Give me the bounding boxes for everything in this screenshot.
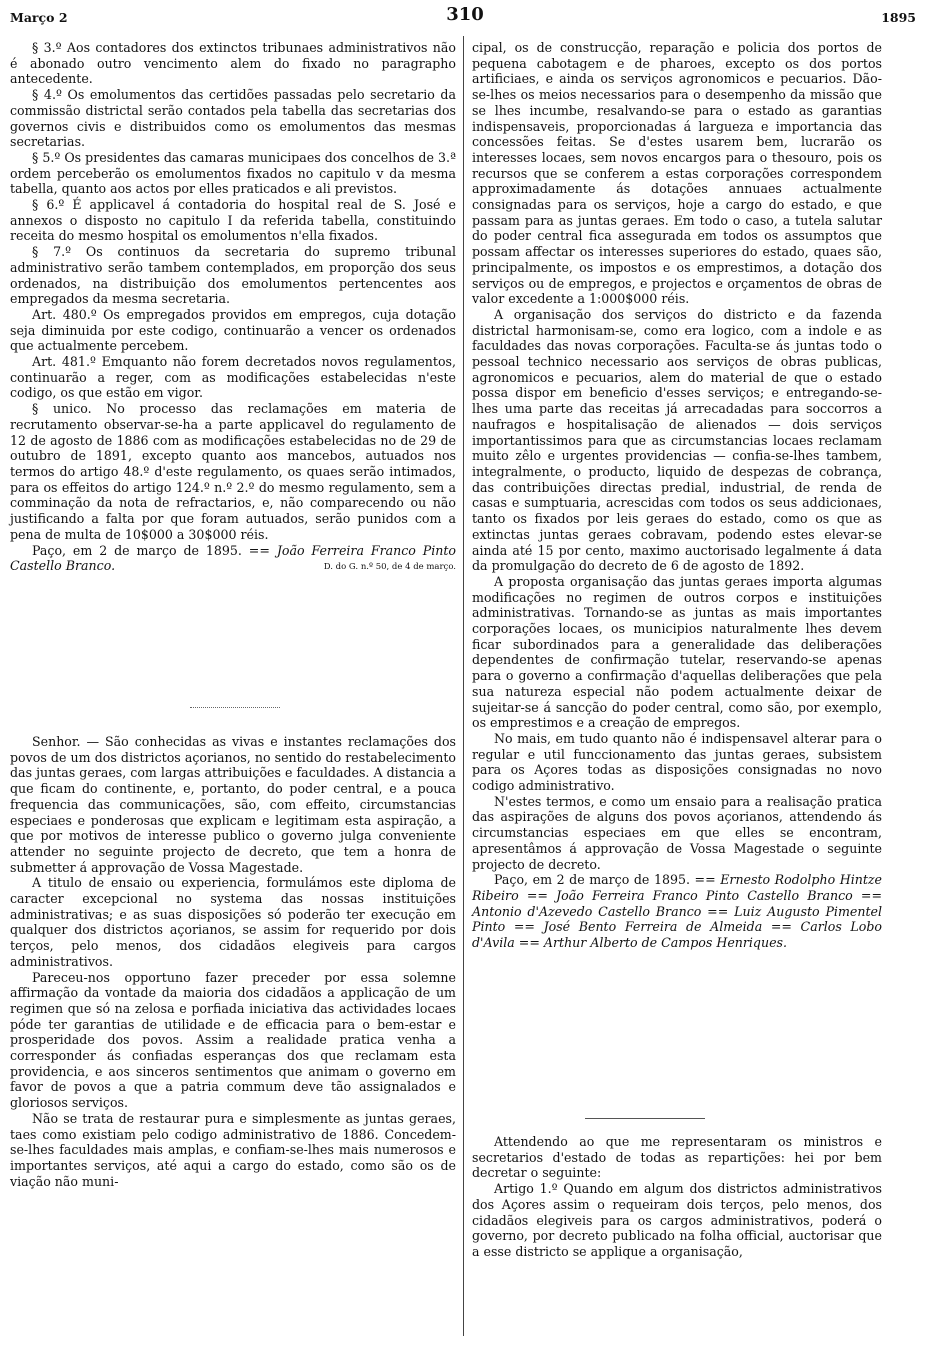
- paragraph: N'estes termos, e como um ensaio para a realisação pratica das aspirações de alguns dos povos açorianos, attendendo ás circumstancias especiaes em que elles se encontram, apresentâmos á approvação de Vossa Magestade o seguinte projecto de decreto.: [472, 793, 882, 872]
- paragraph: § 7.º Os continuos da secretaria do supremo tribunal administrativo serão tambem contemplados, em proporção dos seus ordenados, na distribuição dos emolumentos pertencentes aos empregados da mesma secretaria.: [10, 244, 456, 307]
- paragraph: Não se trata de restaurar pura e simplesmente as juntas geraes, taes como existiam pelo codigo administrativo de 1886. Concedem-se-lhes faculdades mais amplas, e confiam-se-lhes mais numerosos e importantes serviços, até aqui a cargo do estado, como são os de viação não muni-: [10, 1110, 456, 1189]
- paragraph: Senhor. — São conhecidas as vivas e instantes reclamações dos povos de um dos districtos açorianos, no sentido do restabelecimento das juntas geraes, com largas attribuições e faculdades. A distancia a que ficam do continente, e, portanto, do poder central, e a pouca frequencia das communicações, são, com effeito, circumstancias especiaes e ponderosas que explicam e legitimam esta aspiração, a que por motivos de interesse publico o governo julga conveniente attender no seguinte projecto de decreto, que tem a honra de submetter á approvação de Vossa Magestade.: [10, 734, 456, 875]
- signoff-names: Ernesto Rodolpho Hintze Ribeiro == João Ferreira Franco Pinto Castello Branco == Antonio d'Azevedo Castello Branco == Luiz Augusto Pimentel Pinto == José Bento Ferreira de Almeida == Carlos Lobo d'Avila == Arthur Alberto de Campos Henriques.: [472, 872, 882, 951]
- paragraph: Pareceu-nos opportuno fazer preceder por essa solemne affirmação da vontade da maioria dos cidadãos a applicação de um regimen que só na zelosa e porfiada iniciativa das actividades locaes póde ter garantias de utilidade e de efficacia para o bem-estar e prosperidade dos povos. Assim a realidade pratica venha a corresponder ás confiadas esperanças dos que reclamam esta providencia, e aos sinceros sentimentos que animam o governo em favor de povos a que a patria commum deve tão assignalados e gloriosos serviços.: [10, 969, 456, 1111]
- paragraph: Artigo 1.º Quando em algum dos districtos administrativos dos Açores assim o requeiram dois terços, pelo menos, dos cidadãos elegiveis para os cargos administrativos, poderá o governo, por decreto publicado na folha official, auctorisar que a esse districto se applique a organisação,: [472, 1181, 882, 1259]
- signoff-text: Paço, em 2 de março de 1895. ==: [494, 872, 716, 888]
- paragraph: Art. 481.º Emquanto não forem decretados novos regulamentos, continuarão a reger, com as modificações estabelecidas n'este codigo, os que estão em vigor.: [10, 354, 456, 401]
- paragraph: cipal, os de construcção, reparação e policia dos portos de pequena cabotagem e de pharoes, excepto os dos portos artificiaes, e ainda os serviços agronomicos e pecuarios. Dão-se-lhes os meios necessarios para o desempenho da missão que se lhes incumbe, resalvando-se para o estado as garantias indispensaveis, proporcionadas á largueza e importancia das concessões feitas. Se d'estes usarem bem, lucrarão os interesses locaes, sem novos encargos para o thesouro, pois os recursos que se conferem a estas corporações correspondem approximadamente ás dotações annuaes actualmente consignadas para os serviços, hoje a cargo do estado, e que passam para as juntas geraes. Em todo o caso, a tutela salutar do poder central fica assegurada em todos os assumptos que possam affectar os interesses superiores do estado, quaes são, principalmente, os impostos e os emprestimos, a dotação dos serviços ou de empregos, e projectos e orçamentos de obras de valor excedente a 1:000$000 réis.: [472, 40, 882, 307]
- paragraph: § 3.º Aos contadores dos extinctos tribunaes administrativos não é abonado outro vencimento alem do fixado no paragrapho antecedente.: [10, 40, 456, 87]
- paragraph: No mais, em tudo quanto não é indispensavel alterar para o regular e util funccionamento das juntas geraes, subsistem para os Açores todas as disposições consignadas no novo codigo administrativo.: [472, 730, 882, 794]
- left-column-report: [10, 734, 456, 1189]
- page-header: [0, 4, 930, 30]
- paragraph: § 5.º Os presidentes das camaras municipaes dos concelhos de 3.ª ordem perceberão os emolumentos fixados no capitulo v da mesma tabella, quanto aos actos por elles praticados e ali previstos.: [10, 149, 456, 197]
- paragraph: Art. 480.º Os empregados providos em empregos, cuja dotação seja diminuida por este codigo, continuarão a vencer os ordenados que actualmente percebem.: [10, 306, 456, 354]
- paragraph: § 6.º É applicavel á contadoria do hospital real de S. José e annexos o disposto no capitulo I da referida tabella, constituindo receita do mesmo hospital os emolumentos n'ella fixados.: [10, 197, 456, 244]
- paragraph: A organisação dos serviços do districto e da fazenda districtal harmonisam-se, como era logico, com a indole e as faculdades das novas corporações. Faculta-se ás juntas todo o pessoal technico necessario aos serviços de obras publicas, agronomicos e pecuarios, alem do material de que o estado possa dispor em beneficio d'esses serviços; e entregando-se-lhes uma parte das receitas já arrecadadas para soccorros a naufragos e hospitalisação de alienados — dois serviços importantissimos para que as circumstancias locaes reclamam muito zêlo e urgentes providencias — confia-se-lhes tambem, integralmente, o producto, liquido de despezas de cobrança, das contribuições directas predial, industrial, de renda de casas e sumptuaria, acrescidas com todos os seus addicionaes, tanto os fixados por leis geraes do estado, como os que as extinctas juntas geraes cobravam, podendo estes elevar-se ainda até 15 por cento, maximo auctorisado legalmente á data da promulgação do decreto de 6 de agosto de 1892.: [472, 306, 882, 574]
- section-rule: [585, 1118, 705, 1119]
- header-year: 1895: [881, 10, 916, 25]
- paragraph: Attendendo ao que me representaram os ministros e secretarios d'estado de todas as repartições: hei por bem decretar o seguinte:: [472, 1134, 882, 1181]
- section-separator: [190, 707, 280, 709]
- paragraph: § 4.º Os emolumentos das certidões passadas pelo secretario da commissão districtal serão contados pela tabella das secretarias dos governos civis e distribuidos como os emolumentos das mesmas secretarias.: [10, 87, 456, 150]
- signoff-text: Paço, em 2 de março de 1895. ==: [32, 542, 270, 558]
- signoff: [472, 872, 882, 951]
- signoff-names: João Ferreira Franco Pinto Castello Branco.: [10, 542, 456, 574]
- paragraph: A proposta organisação das juntas geraes importa algumas modificações no regimen de outros corpos e instituições administrativas. Tornando-se as juntas as mais importantes corporações locaes, os municipios naturalmente lhes devem ficar subordinados para a generalidade das deliberações dependentes de confirmação tutelar, reservando-se apenas para o governo a confirmação d'aquellas deliberações que pela sua natureza especial não podem actualmente deixar de sujeitar-se á sancção do poder central, como são, por exemplo, os emprestimos e a creação de empregos.: [472, 573, 882, 731]
- right-column-top: [472, 40, 882, 951]
- signoff: [10, 543, 456, 574]
- header-date: Março 2: [10, 10, 68, 25]
- paragraph: § unico. No processo das reclamações em materia de recrutamento observar-se-ha a parte applicavel do regulamento de 12 de agosto de 1886 com as modificações estabelecidas no de 29 de outubro de 1891, excepto quanto aos mancebos, autuados nos termos do artigo 48.º d'este regulamento, os quaes serão intimados, para os effeitos do artigo 124.º n.º 2.º do mesmo regulamento, sem a comminação da nota de refractarios, e, não comparecendo ou não justificando a falta por que foram autuados, serão punidos com a pena de multa de 10$000 a 30$000 réis.: [10, 401, 456, 542]
- paragraph: A titulo de ensaio ou experiencia, formulámos este diploma de caracter excepcional no systema das nossas instituições administrativas; e as suas disposições só poderão ter execução em qualquer dos districtos açorianos, se assim for requerido por dois terços, pelo menos, dos cidadãos elegiveis para cargos administrativos.: [10, 875, 456, 969]
- page-number: 310: [446, 4, 484, 25]
- left-column-top: [10, 40, 456, 576]
- right-column-decree: [472, 1134, 882, 1260]
- source-citation: D. do G. n.º 50, de 4 de março.: [323, 562, 456, 573]
- column-divider: [463, 36, 464, 1336]
